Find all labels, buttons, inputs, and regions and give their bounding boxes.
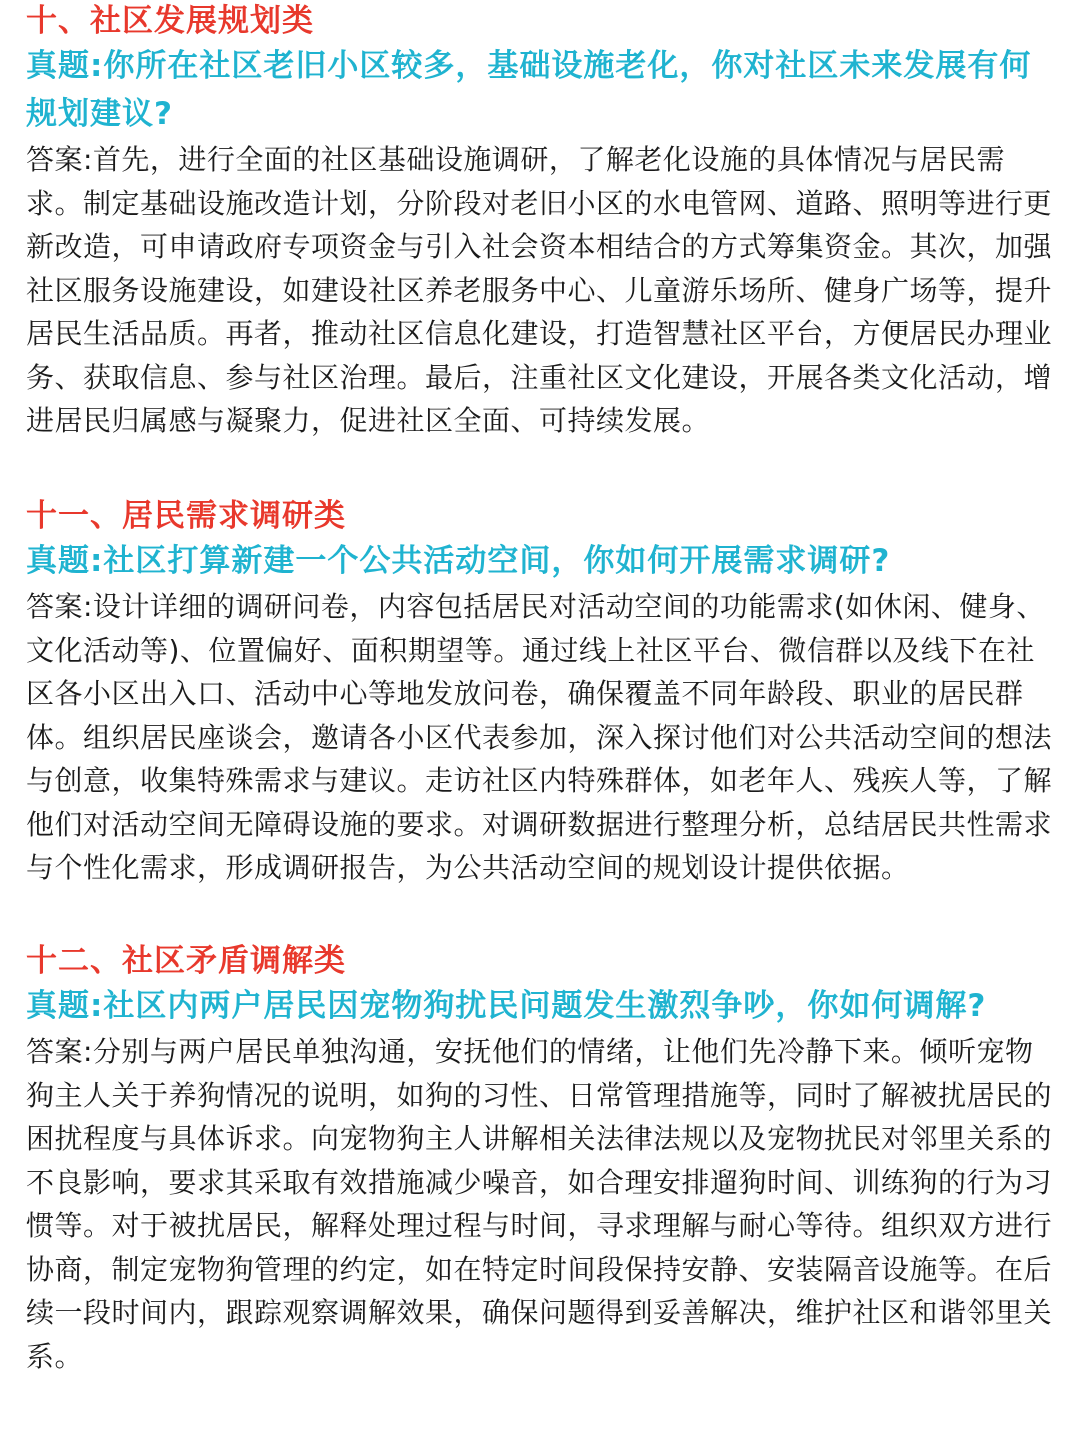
section-heading: 十二、社区矛盾调解类: [26, 943, 346, 979]
exam-question: 真题:你所在社区老旧小区较多，基础设施老化，你对社区未来发展有何规划建议?: [26, 48, 1032, 132]
exam-question: 真题:社区打算新建一个公共活动空间，你如何开展需求调研?: [26, 543, 891, 579]
section-community-planning: [26, 0, 1056, 443]
section-heading: 十、社区发展规划类: [26, 3, 314, 39]
section-resident-survey: [26, 495, 1056, 890]
answer-text: 答案:分别与两户居民单独沟通，安抚他们的情绪，让他们先冷静下来。倾听宠物狗主人关于养狗情况的说明，如狗的习性、日常管理措施等，同时了解被扰居民的困扰程度与具体诉求。向宠物狗主人讲解相关法律法规以及宠物扰民对邻里关系的不良影响，要求其采取有效措施减少噪音，如合理安排遛狗时间、训练狗的行为习惯等。对于被扰居民，解释处理过程与时间，寻求理解与耐心等待。组织双方进行协商，制定宠物狗管理的约定，如在特定时间段保持安静、安装隔音设施等。在后续一段时间内，跟踪观察调解效果，确保问题得到妥善解决，维护社区和谐邻里关系。: [26, 1035, 1053, 1373]
exam-question: 真题:社区内两户居民因宠物狗扰民问题发生激烈争吵，你如何调解?: [26, 988, 987, 1024]
section-conflict-mediation: [26, 940, 1056, 1378]
answer-text: 答案:设计详细的调研问卷，内容包括居民对活动空间的功能需求(如休闲、健身、文化活动等)、位置偏好、面积期望等。通过线上社区平台、微信群以及线下在社区各小区出入口、活动中心等地发放问卷，确保覆盖不同年龄段、职业的居民群体。组织居民座谈会，邀请各小区代表参加，深入探讨他们对公共活动空间的想法与创意，收集特殊需求与建议。走访社区内特殊群体，如老年人、残疾人等，了解他们对活动空间无障碍设施的要求。对调研数据进行整理分析，总结居民共性需求与个性化需求，形成调研报告，为公共活动空间的规划设计提供依据。: [26, 590, 1053, 884]
section-heading: 十一、居民需求调研类: [26, 498, 346, 534]
answer-text: 答案:首先，进行全面的社区基础设施调研，了解老化设施的具体情况与居民需求。制定基础设施改造计划，分阶段对老旧小区的水电管网、道路、照明等进行更新改造，可申请政府专项资金与引入社会资本相结合的方式筹集资金。其次，加强社区服务设施建设，如建设社区养老服务中心、儿童游乐场所、健身广场等，提升居民生活品质。再者，推动社区信息化建设，打造智慧社区平台，方便居民办理业务、获取信息、参与社区治理。最后，注重社区文化建设，开展各类文化活动，增进居民归属感与凝聚力，促进社区全面、可持续发展。: [26, 143, 1053, 437]
